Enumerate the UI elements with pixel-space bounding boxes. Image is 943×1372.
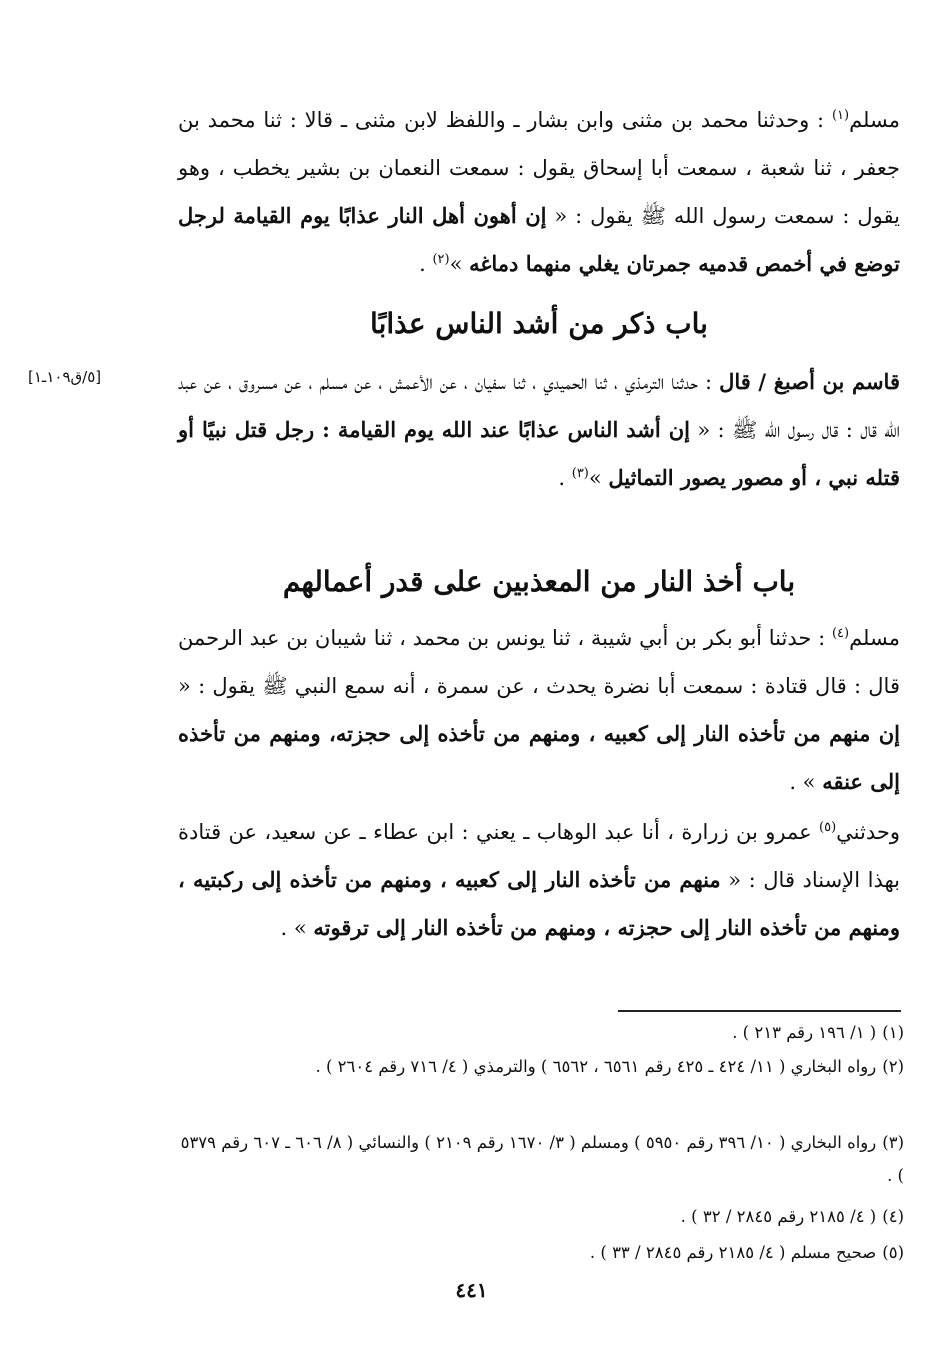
footnote-number: (٤) [882,1207,904,1226]
footnote-4 [178,1200,904,1233]
hadith-text: إن أهون أهل النار عذابًا يوم القيامة لرجل توضع في أخمص قدميه جمرتان يغلي منهما دماغه [178,203,900,276]
footnote-ref: (٣) [571,466,589,481]
quote-close: » . [280,916,314,940]
footnote-text: ( ٤/ ٢١٨٥ رقم ٢٨٤٥ / ٣٢ ) . [680,1207,877,1226]
punctuation: . [558,466,572,490]
page-number: ٤٤١ [455,1278,488,1302]
footnote-5 [178,1236,904,1269]
hadith-text: إن أشد الناس عذابًا عند الله يوم القيامة : رجل قتل نبيًا أو قتله نبي ، أو مصور يصور التماثيل [178,417,900,490]
isnad-text: : وحدثنا محمد بن مثنى وابن بشار ـ واللفظ لابن مثنى ـ قالا : ثنا محمد بن جعفر ، ثنا شعبة ، سمعت أبا إسحاق يقول : سمعت النعمان بن بشير يخطب ، وهو يقول : سمعت رسول الله ﷺ يقول : « [178,108,900,228]
footnote-ref: (٥) [819,820,837,835]
footnote-ref: (٢) [432,252,450,267]
paragraph-2 [178,358,900,502]
footnote-ref: (٤) [831,626,850,641]
footnote-1 [178,1016,904,1049]
footnote-separator [618,1010,901,1012]
footnote-2 [178,1050,904,1083]
isnad-text: : حدثنا أبو بكر بن أبي شيبة ، ثنا يونس بن محمد ، ثنا شيبان بن عبد الرحمن قال : قال قتادة : سمعت أبا نضرة يحدث ، عن سمرة ، أنه سمع النبي ﷺ يقول : « [178,626,900,698]
narrator-source: مسلم [849,626,900,650]
footnote-number: (٣) [882,1133,904,1152]
footnote-number: (٥) [882,1243,904,1262]
paragraph-4 [178,808,900,952]
narrator-source: مسلم [849,108,900,132]
quote-close: » [449,252,470,276]
narrator-lead: قاسم بن أصبغ / قال [719,369,900,394]
footnote-number: (٢) [882,1057,904,1076]
footnote-3 [178,1126,904,1192]
manuscript-folio-note: [٥/ق١٠٩ـ١] [28,368,102,386]
hadith-text: إن منهم من تأخذه النار إلى كعبيه ، ومنهم من تأخذه إلى حجزته، ومنهم من تأخذه إلى عنقه [178,721,900,794]
isnad-text: : حدثنا الترمذي ، ثنا الحميدي ، ثنا سفيان ، عن الأعمش ، عن مسلم ، عن مسروق ، عن عبد الله قال : قال رسول الله ﷺ : « [178,370,900,442]
footnote-text: ( ١/ ١٩٦ رقم ٢١٣ ) . [732,1023,877,1042]
isnad-text: عمرو بن زرارة ، أنا عبد الوهاب ـ يعني : ابن عطاء ـ عن سعيد، عن قتادة بهذا الإسناد قال : « [178,820,900,892]
punctuation: . [419,252,433,276]
quote-close: » . [789,770,823,794]
footnote-ref: (١) [831,108,850,123]
footnote-number: (١) [882,1023,904,1042]
quote-close: » [588,466,609,490]
footnote-text: صحيح مسلم ( ٤/ ٢١٨٥ رقم ٢٨٤٥ / ٣٣ ) . [589,1243,877,1262]
footnote-text: رواه البخاري ( ١١/ ٤٢٤ ـ ٤٢٥ رقم ٦٥٦١ ، ٦٥٦٢ ) والترمذي ( ٤/ ٧١٦ رقم ٢٦٠٤ ) . [315,1057,877,1076]
hadith-text: منهم من تأخذه النار إلى كعبيه ، ومنهم من تأخذه إلى ركبتيه ، ومنهم من تأخذه النار إلى حجزته ، ومنهم من تأخذه النار إلى ترقوته [178,867,900,940]
chapter-heading: باب أخذ النار من المعذبين على قدر أعمالهم [282,565,796,598]
paragraph-3 [178,614,900,806]
chapter-heading: باب ذكر من أشد الناس عذابًا [370,307,708,340]
paragraph-1 [178,96,900,288]
narrator-source: وحدثني [836,820,900,844]
footnote-text: رواه البخاري ( ١٠/ ٣٩٦ رقم ٥٩٥٠ ) ومسلم ( ٣/ ١٦٧٠ رقم ٢١٠٩ ) والنسائي ( ٨/ ٦٠٦ ـ ٦٠٧ رقم ٥٣٧٩ ) . [180,1133,904,1185]
